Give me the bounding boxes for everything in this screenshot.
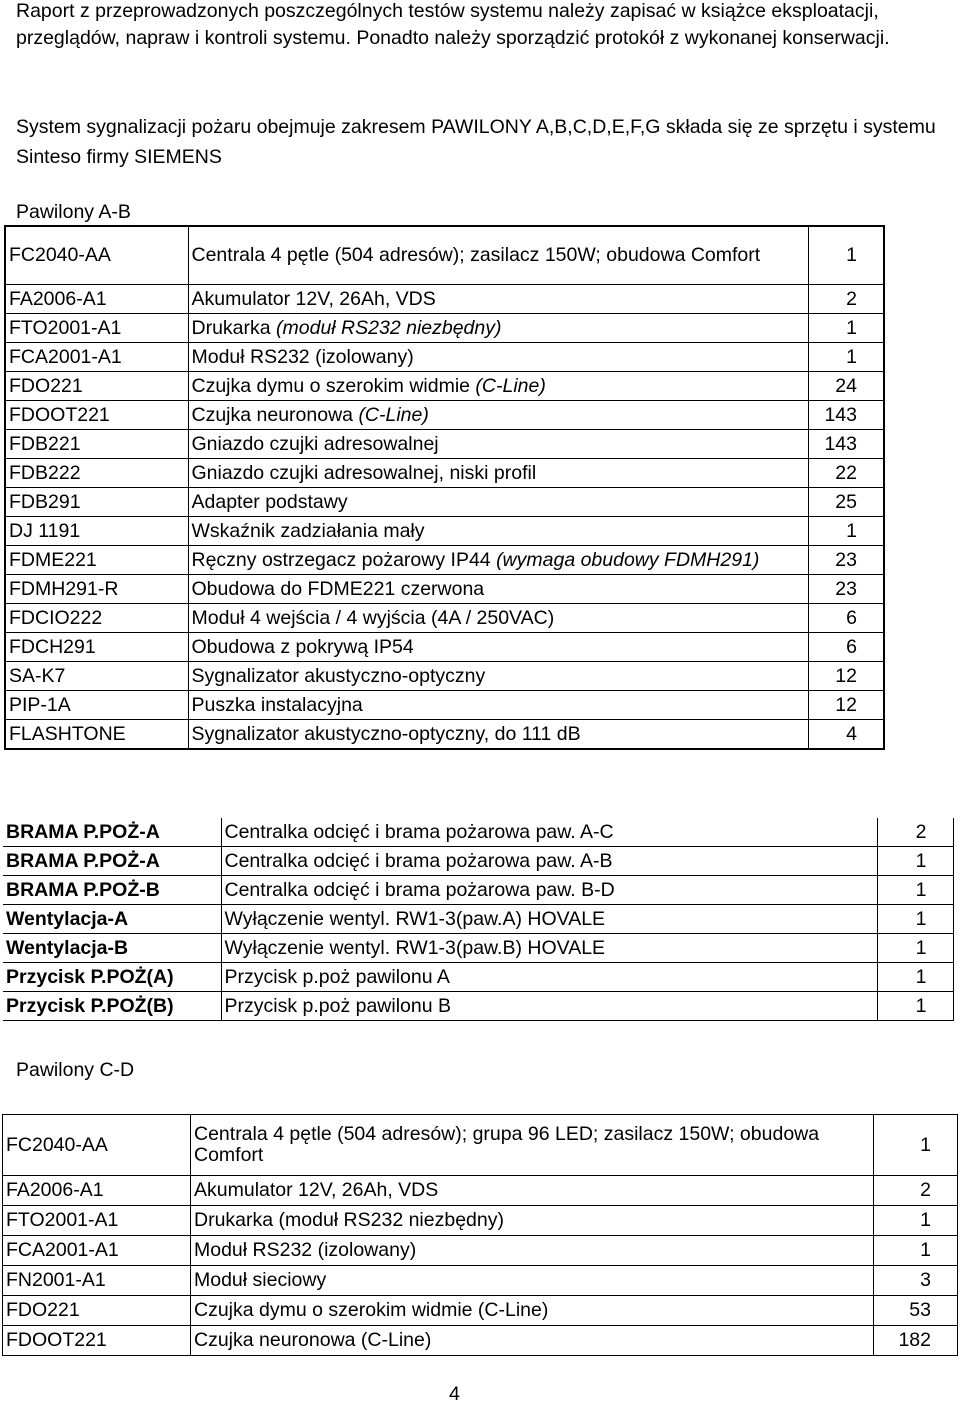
item-quantity: 22: [808, 459, 884, 488]
item-code: FA2006-A1: [3, 1176, 191, 1206]
item-quantity: 6: [808, 604, 884, 633]
item-description: Akumulator 12V, 26Ah, VDS: [188, 285, 808, 314]
item-code: SA-K7: [5, 662, 188, 691]
item-description-note: (wymaga obudowy FDMH291): [496, 548, 760, 571]
table-row: [5, 546, 884, 575]
item-quantity: 1: [877, 905, 953, 934]
item-quantity: 2: [808, 285, 884, 314]
item-quantity: 1: [808, 314, 884, 343]
item-description-note: (moduł RS232 niezbędny): [276, 316, 502, 339]
item-code: FDB221: [5, 430, 188, 459]
item-code: FDOOT221: [5, 401, 188, 430]
item-quantity: 24: [808, 372, 884, 401]
item-code: FCA2001-A1: [3, 1236, 191, 1266]
item-quantity: 1: [877, 847, 953, 876]
table-row: [3, 1296, 958, 1326]
table-row: [5, 226, 884, 285]
item-code: FTO2001-A1: [3, 1206, 191, 1236]
table-row: [3, 1115, 958, 1176]
item-description: [188, 546, 808, 575]
item-description: Moduł sieciowy: [191, 1266, 874, 1296]
item-quantity: 1: [874, 1236, 958, 1266]
table-row: [5, 372, 884, 401]
section-title-ab: Pawilony A-B: [16, 201, 131, 223]
item-description: Wyłączenie wentyl. RW1-3(paw.A) HOVALE: [221, 905, 877, 934]
item-quantity: 1: [874, 1115, 958, 1176]
item-code: FDO221: [3, 1296, 191, 1326]
table-row: [5, 633, 884, 662]
item-quantity: 23: [808, 546, 884, 575]
item-description: Moduł RS232 (izolowany): [191, 1236, 874, 1266]
item-code: FC2040-AA: [5, 226, 188, 285]
item-quantity: 53: [874, 1296, 958, 1326]
item-code: FDMH291-R: [5, 575, 188, 604]
item-code: FDME221: [5, 546, 188, 575]
table-row: [5, 343, 884, 372]
item-description: Adapter podstawy: [188, 488, 808, 517]
item-description: Gniazdo czujki adresowalnej: [188, 430, 808, 459]
item-description: [188, 314, 808, 343]
item-code: PIP-1A: [5, 691, 188, 720]
item-code: BRAMA P.POŻ-A: [3, 818, 221, 847]
item-description: Wyłączenie wentyl. RW1-3(paw.B) HOVALE: [221, 934, 877, 963]
item-quantity: 1: [877, 963, 953, 992]
table-row: [3, 1176, 958, 1206]
item-description: Akumulator 12V, 26Ah, VDS: [191, 1176, 874, 1206]
table-row: [3, 963, 953, 992]
item-quantity: 2: [874, 1176, 958, 1206]
item-code: FDCIO222: [5, 604, 188, 633]
table-row: [5, 285, 884, 314]
table-row: [3, 934, 953, 963]
item-quantity: 25: [808, 488, 884, 517]
item-code: Wentylacja-B: [3, 934, 221, 963]
item-code: FCA2001-A1: [5, 343, 188, 372]
item-quantity: 1: [808, 226, 884, 285]
item-description: Centralka odcięć i brama pożarowa paw. A-B: [221, 847, 877, 876]
item-quantity: 182: [874, 1326, 958, 1356]
item-description: Sygnalizator akustyczno-optyczny: [188, 662, 808, 691]
item-code: FC2040-AA: [3, 1115, 191, 1176]
item-code: Przycisk P.POŻ(A): [3, 963, 221, 992]
item-code: FDCH291: [5, 633, 188, 662]
item-description-note: (C-Line): [358, 403, 429, 426]
item-code: FA2006-A1: [5, 285, 188, 314]
item-description: Przycisk p.poż pawilonu B: [221, 992, 877, 1021]
item-description: Obudowa z pokrywą IP54: [188, 633, 808, 662]
item-description: Gniazdo czujki adresowalnej, niski profil: [188, 459, 808, 488]
table-row: [5, 459, 884, 488]
item-quantity: 1: [877, 992, 953, 1021]
page-number: 4: [449, 1383, 460, 1405]
table-row: [3, 847, 953, 876]
item-description: Drukarka (moduł RS232 niezbędny): [191, 1206, 874, 1236]
item-description-text: Ręczny ostrzegacz pożarowy IP44: [191, 548, 491, 571]
table-row: [3, 1326, 958, 1356]
item-description: Centralka odcięć i brama pożarowa paw. A-C: [221, 818, 877, 847]
table-row: [5, 662, 884, 691]
item-code: FDB291: [5, 488, 188, 517]
item-code: FDB222: [5, 459, 188, 488]
table-row: [5, 314, 884, 343]
item-code: FTO2001-A1: [5, 314, 188, 343]
table-row: [5, 691, 884, 720]
table-row: [5, 430, 884, 459]
item-quantity: 1: [877, 876, 953, 905]
item-description: Przycisk p.poż pawilonu A: [221, 963, 877, 992]
item-quantity: 6: [808, 633, 884, 662]
table-row: [3, 905, 953, 934]
item-description: Wskaźnik zadziałania mały: [188, 517, 808, 546]
item-description: Sygnalizator akustyczno-optyczny, do 111 dB: [188, 720, 808, 750]
table-row: [3, 1206, 958, 1236]
item-quantity: 23: [808, 575, 884, 604]
item-description-text: Czujka neuronowa: [191, 403, 354, 426]
table-row: [3, 876, 953, 905]
item-quantity: 12: [808, 662, 884, 691]
item-code: BRAMA P.POŻ-B: [3, 876, 221, 905]
table-row: [5, 401, 884, 430]
item-quantity: 1: [808, 517, 884, 546]
item-description-text: Drukarka: [191, 316, 271, 339]
item-description: Centrala 4 pętle (504 adresów); grupa 96 LED; zasilacz 150W; obudowa Comfort: [191, 1115, 874, 1176]
equipment-table-cd: [2, 1114, 958, 1356]
table-row: [5, 488, 884, 517]
section-title-cd: Pawilony C-D: [16, 1059, 135, 1081]
table-row: [5, 604, 884, 633]
table-row: [5, 575, 884, 604]
item-description: Czujka neuronowa (C-Line): [191, 1326, 874, 1356]
item-quantity: 1: [877, 934, 953, 963]
item-code: Przycisk P.POŻ(B): [3, 992, 221, 1021]
item-code: FN2001-A1: [3, 1266, 191, 1296]
intro-paragraph: Raport z przeprowadzonych poszczególnych testów systemu należy zapisać w książce eksploatacji, przeglądów, napraw i kontroli systemu. Ponadto należy sporządzić protokół z wykonanej konserwacji.: [16, 0, 890, 49]
item-quantity: 12: [808, 691, 884, 720]
item-code: DJ 1191: [5, 517, 188, 546]
item-description: Czujka dymu o szerokim widmie (C-Line): [191, 1296, 874, 1326]
item-code: BRAMA P.POŻ-A: [3, 847, 221, 876]
item-description-text: Czujka dymu o szerokim widmie: [191, 374, 470, 397]
equipment-table-brama: [3, 818, 954, 1021]
item-quantity: 4: [808, 720, 884, 750]
item-quantity: 143: [808, 401, 884, 430]
item-quantity: 1: [808, 343, 884, 372]
table-row: [3, 992, 953, 1021]
equipment-table-ab: [4, 225, 885, 750]
item-description: Moduł 4 wejścia / 4 wyjścia (4A / 250VAC): [188, 604, 808, 633]
table-row: [3, 818, 953, 847]
table-row: [3, 1236, 958, 1266]
system-description: System sygnalizacji pożaru obejmuje zakresem PAWILONY A,B,C,D,E,F,G składa się ze sprzętu i systemu Sinteso firmy SIEMENS: [16, 116, 936, 168]
table-row: [3, 1266, 958, 1296]
item-description: Centrala 4 pętle (504 adresów); zasilacz 150W; obudowa Comfort: [188, 226, 808, 285]
item-quantity: 1: [874, 1206, 958, 1236]
table-row: [5, 517, 884, 546]
item-description: Centralka odcięć i brama pożarowa paw. B-D: [221, 876, 877, 905]
item-description-note: (C-Line): [475, 374, 546, 397]
item-description: Puszka instalacyjna: [188, 691, 808, 720]
item-code: FDOOT221: [3, 1326, 191, 1356]
item-description: Obudowa do FDME221 czerwona: [188, 575, 808, 604]
item-quantity: 2: [877, 818, 953, 847]
item-quantity: 3: [874, 1266, 958, 1296]
item-description: [188, 401, 808, 430]
item-description: Moduł RS232 (izolowany): [188, 343, 808, 372]
item-quantity: 143: [808, 430, 884, 459]
item-code: FDO221: [5, 372, 188, 401]
item-code: FLASHTONE: [5, 720, 188, 750]
item-description: [188, 372, 808, 401]
item-code: Wentylacja-A: [3, 905, 221, 934]
table-row: [5, 720, 884, 750]
